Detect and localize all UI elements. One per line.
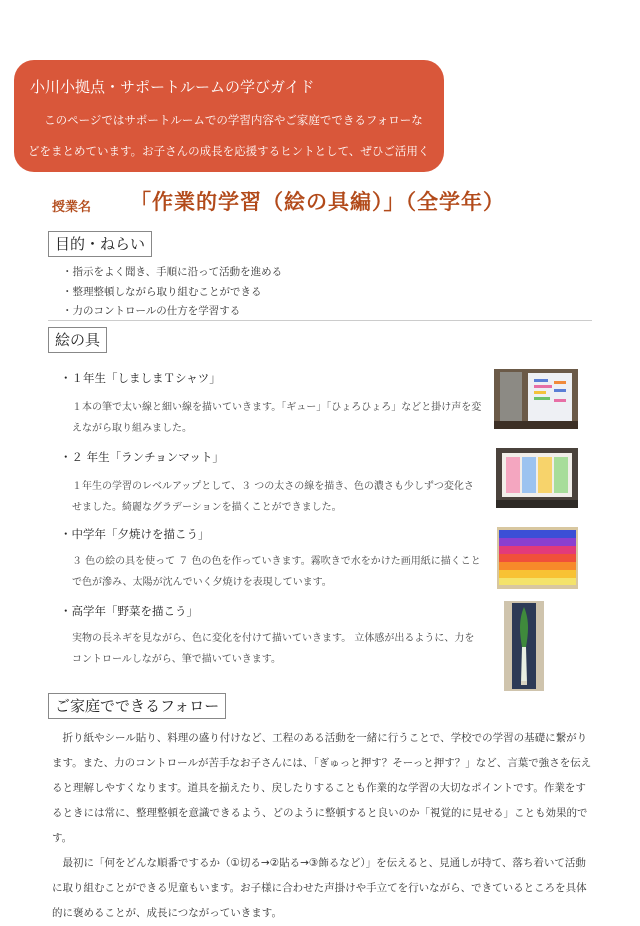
banner-description: このページではサポートルームでの学習内容やご家庭でできるフォローなどをまとめています。お子さんの成長を応援するヒントとして、ぜひご活用ください。	[28, 113, 430, 189]
follow-paragraph: 折り紙やシール貼り、料理の盛り付けなど、工程のある活動を一緒に行うことで、学校での学習の基礎に繋がります。また、力のコントロールが苦手なお子さんには、「ぎゅっと押す？そーっと押す？」など、言葉で強さを伝えると理解しやすくなります。道具を揃えたり、戻したりすることも作業的な学習の大切なポイントです。作業をするときには常に、整理整頓を意識できるよう、どのように整頓すると良いのか「視覚的に見せる」ことも効果的です。	[52, 732, 592, 844]
section-divider	[48, 320, 592, 321]
follow-heading: ご家庭でできるフォロー	[48, 693, 226, 719]
grade2-desc: １年生の学習のレベルアップとして、３ つの太さの線を描き、色の濃さも少しずつ変化させました。綺麗なグラデーションを描くことができました。	[72, 481, 474, 513]
follow-text	[52, 726, 592, 926]
upper-grade-photo	[504, 601, 544, 691]
upper-grade-title: ・高学年「野菜を描こう」	[60, 604, 198, 618]
goal-item: ・整理整頓しながら取り組むことができる	[62, 285, 262, 298]
upper-grade-desc: 実物の長ネギを見ながら、色に変化を付けて描いていきます。 立体感が出るように、力をコントロールしながら、筆で描いていきます。	[72, 633, 475, 665]
goals-list	[62, 263, 282, 322]
lesson-label: 授業名	[52, 200, 92, 215]
lesson-row	[52, 186, 612, 222]
grade1-desc: １本の筆で太い線と細い線を描いていきます。「ギュー」「ひょろひょろ」などと掛け声を変えながら取り組みました。	[72, 402, 482, 434]
middle-grade-desc: ３ 色の絵の具を使って ７ 色の色を作っていきます。霧吹きで水をかけた画用紙に描くことで色が滲み、太陽が沈んでいく夕焼けを表現しています。	[72, 556, 481, 588]
lesson-title: 「作業的学習（絵の具編）」（全学年）	[130, 190, 505, 214]
middle-grade-title: ・中学年「夕焼けを描こう」	[60, 527, 210, 541]
banner-title: 小川小拠点・サポートルームの学びガイド	[30, 78, 315, 96]
goal-item: ・力のコントロールの仕方を学習する	[62, 305, 241, 317]
follow-paragraph: 最初に「何をどんな順番でするか（①切る→②貼る→③飾るなど）」を伝えると、見通しが持て、落ち着いて活動に取り組むことができる児童もいます。お子様に合わせた声掛けや手立てを行いながら、できているところを具体的に褒めることが、成長につながっていきます。	[52, 857, 587, 919]
grade1-photo	[494, 369, 578, 429]
middle-grade-photo	[497, 527, 578, 589]
goal-item: ・指示をよく聞き、手順に沿って活動を進める	[62, 266, 283, 278]
grade2-title: ・２ 年生「ランチョンマット」	[60, 450, 224, 464]
grade2-photo	[496, 448, 578, 508]
paint-heading: 絵の具	[48, 327, 107, 353]
header-banner	[14, 60, 444, 189]
grade1-title: ・１年生「しましまＴシャツ」	[60, 371, 221, 385]
goals-heading: 目的・ねらい	[48, 231, 152, 257]
